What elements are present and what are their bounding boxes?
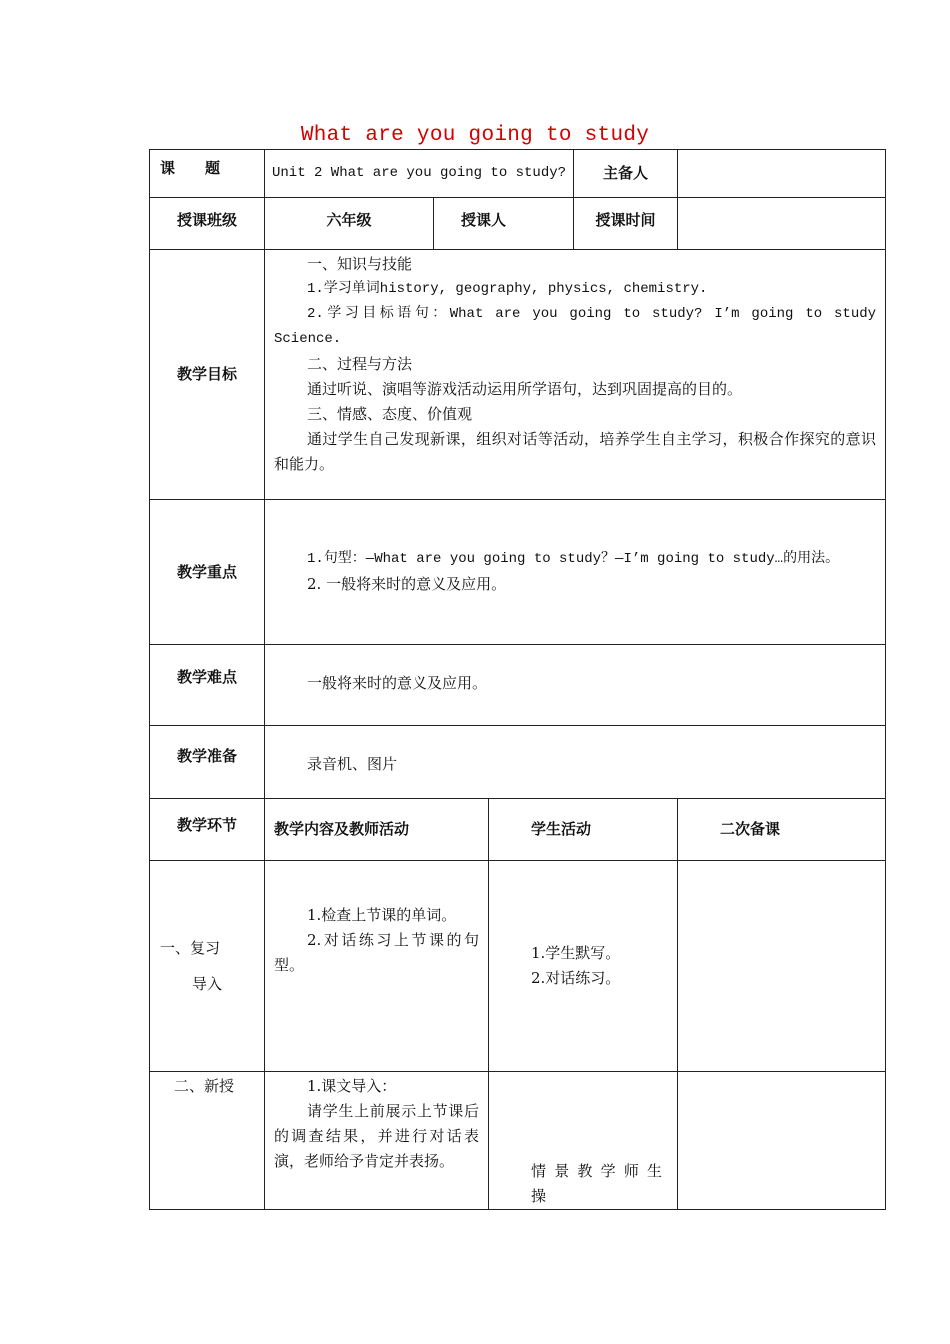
time-value [678,198,886,250]
key-points-label: 教学重点 [150,500,265,645]
difficulties-row [150,645,886,726]
key-points-content [265,500,886,645]
student-line: 2.对话练习。 [531,969,621,987]
col-second-header: 二次备课 [678,799,886,861]
preparation-content [265,726,886,799]
stage-row [150,861,886,1072]
difficulties-text: 一般将来时的意义及应用。 [307,674,488,692]
key-points-row [150,500,886,645]
objective-line: 一、知识与技能 [307,255,413,273]
content-line: 1.课文导入： [307,1077,397,1095]
objective-line: 2.学习目标语句：What are you going to study? I’m going to study Science. [274,306,877,347]
difficulties-content [265,645,886,726]
stage-line: 二、新授 [174,1077,235,1095]
stage-content [265,1072,489,1210]
class-value: 六年级 [265,198,434,250]
document-title: What are you going to study [300,124,650,147]
preparation-row [150,726,886,799]
lead-value [678,150,886,198]
key-point-line: 2. 一般将来时的意义及应用。 [307,575,507,593]
objective-line: 通过学生自己发现新课，组织对话等活动，培养学生自主学习，积极合作探究的意识和能力。 [274,430,877,473]
stage-row [150,1072,886,1210]
stage-line: 导入 [192,975,223,993]
teacher-label: 授课人 [434,198,574,250]
content-line: 1.检查上节课的单词。 [307,906,457,924]
second-prep-cell [678,1072,886,1210]
col-stage-header: 教学环节 [150,799,265,861]
time-label: 授课时间 [574,198,678,250]
class-label: 授课班级 [150,198,265,250]
objectives-row [150,250,886,500]
lesson-plan-table [149,149,886,1210]
content-line: 请学生上前展示上节课后的调查结果，并进行对话表演，老师给予肯定并表扬。 [274,1102,479,1170]
lead-label: 主备人 [574,150,678,198]
col-content-header: 教学内容及教师活动 [265,799,489,861]
preparation-label: 教学准备 [150,726,265,799]
student-activity [489,1072,678,1210]
topic-value: Unit 2 What are you going to study? [265,150,574,198]
stage-line: 一、复习 [160,939,221,957]
student-line: 情景教学师生操 [531,1162,669,1205]
content-line: 2.对话练习上节课的句型。 [274,931,479,974]
objectives-content [265,250,886,500]
stage-label [150,861,265,1072]
objectives-label: 教学目标 [150,250,265,500]
second-prep-cell [678,861,886,1072]
stage-content [265,861,489,1072]
objective-line: 1.学习单词history, geography, physics, chemistry. [307,281,708,297]
class-row [150,198,886,250]
column-header-row [150,799,886,861]
objective-line: 通过听说、演唱等游戏活动运用所学语句，达到巩固提高的目的。 [307,380,743,398]
stage-label [150,1072,265,1210]
topic-row [150,150,886,198]
objective-line: 二、过程与方法 [307,355,413,373]
student-activity [489,861,678,1072]
topic-label: 课 题 [150,150,265,198]
objective-line: 三、情感、态度、价值观 [307,405,473,423]
student-line: 1.学生默写。 [531,944,621,962]
difficulties-label: 教学难点 [150,645,265,726]
preparation-text: 录音机、图片 [307,755,398,773]
col-student-header: 学生活动 [489,799,678,861]
key-point-line: 1.句型：—What are you going to study？—I’m going to study…的用法。 [307,551,840,567]
